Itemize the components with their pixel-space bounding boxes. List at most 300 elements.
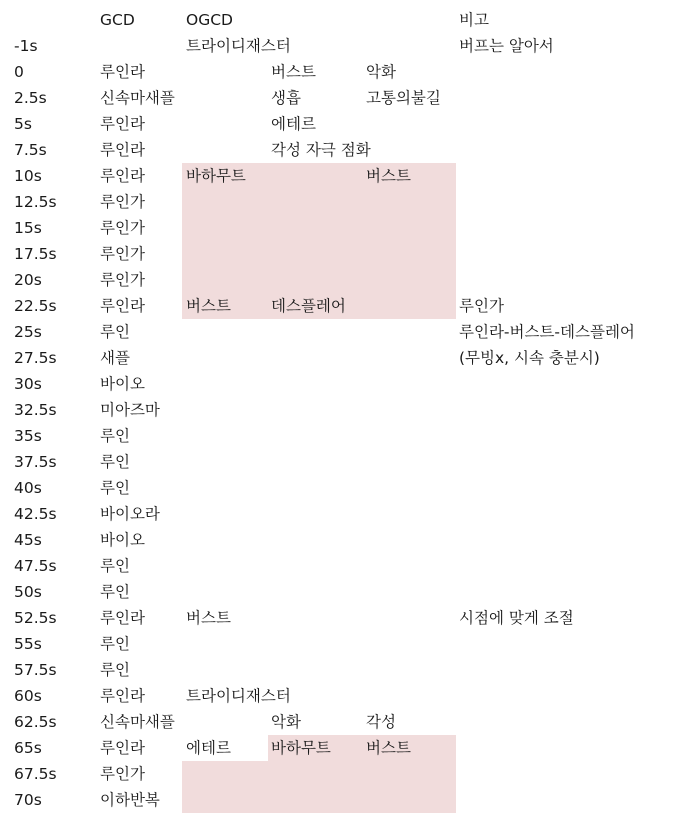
gcd-cell-text: 바이오 — [100, 375, 145, 393]
time-cell — [14, 579, 100, 605]
gcd-cell — [100, 189, 182, 215]
time-cell — [14, 761, 100, 787]
note-cell — [456, 267, 676, 293]
note-cell — [456, 59, 676, 85]
ogcd-cell-1 — [182, 319, 268, 345]
time-cell — [14, 371, 100, 397]
gcd-cell — [100, 85, 182, 111]
gcd-cell — [100, 579, 182, 605]
gcd-cell-text: 루인라 — [100, 297, 145, 315]
ogcd-cell-2-text: 생흡 — [271, 89, 301, 107]
table-row — [0, 319, 676, 345]
note-cell — [456, 553, 676, 579]
ogcd-cell-3 — [362, 189, 456, 215]
ogcd-cell-3 — [362, 657, 456, 683]
time-cell — [14, 85, 100, 111]
ogcd-cell-2 — [268, 345, 362, 371]
gcd-cell — [100, 163, 182, 189]
table-row — [0, 345, 676, 371]
gcd-cell-text: 루인라 — [100, 739, 145, 757]
ogcd-cell-2 — [268, 605, 362, 631]
ogcd-cell-1 — [182, 501, 268, 527]
table-row — [0, 761, 676, 787]
table-row — [0, 215, 676, 241]
time-cell-text: 62.5s — [14, 713, 57, 731]
table-row — [0, 475, 676, 501]
gcd-cell-text: 루인 — [100, 583, 130, 601]
note-cell-text: 버프는 알아서 — [459, 37, 554, 55]
note-cell-text: (무빙x, 시속 충분시) — [459, 349, 600, 367]
ogcd-cell-2 — [268, 241, 362, 267]
ogcd-cell-1 — [182, 527, 268, 553]
time-cell — [14, 657, 100, 683]
ogcd-cell-2 — [268, 709, 362, 735]
gcd-cell-text: 이하반복 — [100, 791, 160, 809]
note-cell-text: 시점에 맞게 조절 — [459, 609, 574, 627]
ogcd-cell-1 — [182, 605, 268, 631]
ogcd-cell-2 — [268, 293, 362, 319]
ogcd-cell-3 — [362, 631, 456, 657]
ogcd-cell-2 — [268, 423, 362, 449]
ogcd-cell-1 — [182, 215, 268, 241]
ogcd-cell-3-text: 버스트 — [366, 739, 411, 757]
gcd-cell — [100, 787, 182, 813]
ogcd-cell-3 — [362, 579, 456, 605]
ogcd-cell-1 — [182, 579, 268, 605]
ogcd-cell-3 — [362, 293, 456, 319]
table-row — [0, 735, 676, 761]
ogcd-cell-2 — [268, 501, 362, 527]
ogcd-cell-2 — [268, 189, 362, 215]
time-cell-text: 65s — [14, 739, 42, 757]
ogcd-cell-1 — [182, 449, 268, 475]
gcd-cell-text: 신속마새플 — [100, 713, 175, 731]
time-cell-text: 27.5s — [14, 349, 57, 367]
note-cell — [456, 501, 676, 527]
note-cell — [456, 163, 676, 189]
gcd-cell — [100, 683, 182, 709]
time-cell — [14, 319, 100, 345]
gcd-cell-text: 루인가 — [100, 193, 145, 211]
ogcd-cell-2-text: 버스트 — [271, 63, 316, 81]
header-time — [14, 7, 100, 33]
time-cell-text: 37.5s — [14, 453, 57, 471]
table-row — [0, 605, 676, 631]
gcd-cell-text: 루인가 — [100, 765, 145, 783]
ogcd-cell-1 — [182, 553, 268, 579]
header-ogcd3 — [362, 7, 456, 33]
ogcd-cell-3 — [362, 761, 456, 787]
time-cell-text: 7.5s — [14, 141, 47, 159]
ogcd-cell-3 — [362, 423, 456, 449]
ogcd-cell-2 — [268, 33, 362, 59]
note-cell — [456, 475, 676, 501]
gcd-cell-text: 루인 — [100, 557, 130, 575]
note-cell — [456, 735, 676, 761]
note-cell-text: 루인라-버스트-데스플레어 — [459, 323, 635, 341]
ogcd-cell-2 — [268, 137, 371, 163]
time-cell-text: 15s — [14, 219, 42, 237]
gcd-cell-text: 새플 — [100, 349, 130, 367]
gcd-cell — [100, 709, 182, 735]
ogcd-cell-3 — [362, 267, 456, 293]
table-row — [0, 85, 676, 111]
ogcd-cell-1 — [182, 163, 268, 189]
note-cell — [456, 605, 676, 631]
gcd-cell — [100, 527, 182, 553]
gcd-cell — [100, 449, 182, 475]
time-cell — [14, 631, 100, 657]
gcd-cell — [100, 293, 182, 319]
note-cell — [456, 111, 676, 137]
time-cell-text: 45s — [14, 531, 42, 549]
table-row — [0, 293, 676, 319]
ogcd-cell-1 — [182, 59, 268, 85]
ogcd-cell-3 — [362, 683, 456, 709]
ogcd-cell-2-text: 바하무트 — [271, 739, 331, 757]
gcd-cell-text: 루인가 — [100, 219, 145, 237]
note-cell — [456, 631, 676, 657]
table-body — [0, 33, 676, 813]
note-cell — [456, 215, 676, 241]
ogcd-cell-2 — [268, 319, 362, 345]
ogcd-cell-3 — [362, 111, 456, 137]
note-cell — [456, 709, 676, 735]
time-cell-text: 30s — [14, 375, 42, 393]
ogcd-cell-3 — [362, 345, 456, 371]
header-note-text: 비고 — [459, 11, 489, 29]
time-cell — [14, 293, 100, 319]
table-row — [0, 111, 676, 137]
gcd-cell — [100, 319, 182, 345]
gcd-cell — [100, 735, 182, 761]
ogcd-cell-1 — [182, 33, 291, 59]
table-row — [0, 579, 676, 605]
time-cell — [14, 345, 100, 371]
ogcd-cell-2 — [268, 59, 362, 85]
gcd-cell-text: 바이오 — [100, 531, 145, 549]
time-cell-text: 50s — [14, 583, 42, 601]
ogcd-cell-1-text: 바하무트 — [186, 167, 246, 185]
time-cell — [14, 449, 100, 475]
ogcd-cell-2 — [268, 267, 362, 293]
time-cell-text: 52.5s — [14, 609, 57, 627]
time-cell — [14, 397, 100, 423]
table-row — [0, 137, 676, 163]
time-cell — [14, 137, 100, 163]
table-row — [0, 683, 676, 709]
gcd-cell — [100, 345, 182, 371]
gcd-cell — [100, 59, 182, 85]
ogcd-cell-1 — [182, 111, 268, 137]
ogcd-cell-2 — [268, 657, 362, 683]
table-row — [0, 163, 676, 189]
gcd-cell-text: 미아즈마 — [100, 401, 160, 419]
table-row — [0, 189, 676, 215]
gcd-cell-text: 루인가 — [100, 271, 145, 289]
ogcd-cell-1-text: 버스트 — [186, 297, 231, 315]
ogcd-cell-1-text: 에테르 — [186, 739, 231, 757]
time-cell-text: 40s — [14, 479, 42, 497]
gcd-cell — [100, 241, 182, 267]
time-cell-text: 5s — [14, 115, 32, 133]
ogcd-cell-3 — [362, 215, 456, 241]
note-cell — [456, 423, 676, 449]
table-row — [0, 423, 676, 449]
ogcd-cell-1 — [182, 241, 268, 267]
header-ogcd-text: OGCD — [186, 11, 233, 29]
ogcd-cell-1 — [182, 423, 268, 449]
ogcd-cell-2 — [268, 761, 362, 787]
gcd-cell — [100, 631, 182, 657]
ogcd-cell-1 — [182, 371, 268, 397]
note-cell — [456, 787, 676, 813]
ogcd-cell-3 — [362, 449, 456, 475]
gcd-cell — [100, 553, 182, 579]
ogcd-cell-3 — [362, 787, 456, 813]
note-cell — [456, 527, 676, 553]
ogcd-cell-3 — [362, 59, 456, 85]
time-cell-text: 70s — [14, 791, 42, 809]
note-cell — [456, 241, 676, 267]
time-cell — [14, 605, 100, 631]
ogcd-cell-1 — [182, 397, 268, 423]
table-row — [0, 553, 676, 579]
ogcd-cell-1 — [182, 787, 268, 813]
table-row — [0, 59, 676, 85]
ogcd-cell-2 — [268, 449, 362, 475]
note-cell — [456, 761, 676, 787]
time-cell-text: 10s — [14, 167, 42, 185]
ogcd-cell-2 — [268, 215, 362, 241]
ogcd-cell-1 — [182, 683, 291, 709]
gcd-cell-text: 바이오라 — [100, 505, 160, 523]
ogcd-cell-3 — [362, 241, 456, 267]
time-cell — [14, 423, 100, 449]
header-note — [456, 7, 676, 33]
time-cell — [14, 501, 100, 527]
gcd-cell-text: 루인라 — [100, 115, 145, 133]
time-cell-text: 25s — [14, 323, 42, 341]
ogcd-cell-3 — [362, 137, 456, 163]
gcd-cell — [100, 501, 182, 527]
ogcd-cell-1-text: 버스트 — [186, 609, 231, 627]
table-row — [0, 631, 676, 657]
ogcd-cell-1 — [182, 137, 268, 163]
ogcd-cell-1 — [182, 267, 268, 293]
ogcd-cell-1 — [182, 189, 268, 215]
gcd-cell-text: 루인라 — [100, 63, 145, 81]
note-cell — [456, 397, 676, 423]
gcd-cell-text: 루인 — [100, 323, 130, 341]
time-cell — [14, 59, 100, 85]
table-row — [0, 527, 676, 553]
ogcd-cell-1 — [182, 631, 268, 657]
time-cell-text: 22.5s — [14, 297, 57, 315]
time-cell-text: 57.5s — [14, 661, 57, 679]
ogcd-cell-1-text: 트라이디재스터 — [186, 687, 291, 705]
table-row — [0, 267, 676, 293]
gcd-cell — [100, 137, 182, 163]
time-cell — [14, 527, 100, 553]
ogcd-cell-2 — [268, 397, 362, 423]
ogcd-cell-2-text: 에테르 — [271, 115, 316, 133]
note-cell — [456, 33, 676, 59]
note-cell — [456, 319, 676, 345]
time-cell — [14, 163, 100, 189]
gcd-cell — [100, 657, 182, 683]
ogcd-cell-2 — [268, 553, 362, 579]
time-cell-text: 55s — [14, 635, 42, 653]
ogcd-cell-2 — [268, 735, 362, 761]
note-cell — [456, 293, 676, 319]
gcd-cell-text: 루인가 — [100, 245, 145, 263]
note-cell — [456, 189, 676, 215]
table-row — [0, 397, 676, 423]
time-cell — [14, 111, 100, 137]
ogcd-cell-2 — [268, 163, 362, 189]
ogcd-cell-3 — [362, 33, 456, 59]
note-cell — [456, 449, 676, 475]
gcd-cell-text: 루인 — [100, 479, 130, 497]
rotation-sheet — [0, 7, 676, 813]
ogcd-cell-3 — [362, 475, 456, 501]
ogcd-cell-3-text: 악화 — [366, 63, 396, 81]
note-cell — [456, 683, 676, 709]
time-cell — [14, 683, 100, 709]
time-cell — [14, 189, 100, 215]
ogcd-cell-1 — [182, 657, 268, 683]
table-row — [0, 33, 676, 59]
ogcd-cell-2 — [268, 579, 362, 605]
time-cell-text: 0 — [14, 63, 24, 81]
time-cell — [14, 267, 100, 293]
table-row — [0, 449, 676, 475]
note-cell — [456, 85, 676, 111]
table-row — [0, 501, 676, 527]
ogcd-cell-3 — [362, 397, 456, 423]
table-row — [0, 709, 676, 735]
time-cell-text: 42.5s — [14, 505, 57, 523]
ogcd-cell-1 — [182, 345, 268, 371]
gcd-cell — [100, 397, 182, 423]
ogcd-cell-1-text: 트라이디재스터 — [186, 37, 291, 55]
time-cell-text: 35s — [14, 427, 42, 445]
gcd-cell — [100, 371, 182, 397]
time-cell — [14, 475, 100, 501]
gcd-cell — [100, 605, 182, 631]
ogcd-cell-1 — [182, 709, 268, 735]
ogcd-cell-1 — [182, 293, 268, 319]
time-cell-text: 2.5s — [14, 89, 47, 107]
table-row — [0, 371, 676, 397]
time-cell — [14, 241, 100, 267]
ogcd-cell-2 — [268, 787, 362, 813]
gcd-cell-text: 루인라 — [100, 609, 145, 627]
ogcd-cell-1 — [182, 735, 268, 761]
gcd-cell — [100, 33, 182, 59]
ogcd-cell-3 — [362, 319, 456, 345]
note-cell-text: 루인가 — [459, 297, 504, 315]
time-cell-text: 67.5s — [14, 765, 57, 783]
time-cell-text: 60s — [14, 687, 42, 705]
table-row — [0, 657, 676, 683]
ogcd-cell-3-text: 버스트 — [366, 167, 411, 185]
ogcd-cell-2 — [268, 475, 362, 501]
time-cell-text: 17.5s — [14, 245, 57, 263]
time-cell — [14, 787, 100, 813]
ogcd-cell-3 — [362, 163, 456, 189]
ogcd-cell-3 — [362, 85, 456, 111]
ogcd-cell-3 — [362, 501, 456, 527]
header-ogcd2 — [268, 7, 362, 33]
ogcd-cell-1 — [182, 85, 268, 111]
gcd-cell — [100, 215, 182, 241]
gcd-cell-text: 루인 — [100, 453, 130, 471]
gcd-cell-text: 루인 — [100, 661, 130, 679]
time-cell-text: 32.5s — [14, 401, 57, 419]
table-row — [0, 787, 676, 813]
gcd-cell — [100, 761, 182, 787]
note-cell — [456, 345, 676, 371]
time-cell — [14, 553, 100, 579]
note-cell — [456, 657, 676, 683]
time-cell-text: 20s — [14, 271, 42, 289]
ogcd-cell-2 — [268, 85, 362, 111]
ogcd-cell-2 — [268, 683, 362, 709]
gcd-cell-text: 루인 — [100, 427, 130, 445]
ogcd-cell-2-text: 데스플레어 — [271, 297, 346, 315]
ogcd-cell-2-text: 악화 — [271, 713, 301, 731]
time-cell — [14, 735, 100, 761]
gcd-cell-text: 루인라 — [100, 167, 145, 185]
gcd-cell — [100, 423, 182, 449]
header-ogcd — [182, 7, 268, 33]
ogcd-cell-2 — [268, 371, 362, 397]
time-cell — [14, 709, 100, 735]
ogcd-cell-2-text: 각성 자극 점화 — [271, 141, 371, 159]
time-cell-text: -1s — [14, 37, 38, 55]
gcd-cell-text: 루인라 — [100, 687, 145, 705]
time-cell — [14, 33, 100, 59]
ogcd-cell-3 — [362, 371, 456, 397]
header-gcd: GCD — [100, 11, 135, 29]
time-cell-text: 47.5s — [14, 557, 57, 575]
gcd-cell-text: 루인 — [100, 635, 130, 653]
header-row — [0, 7, 676, 33]
ogcd-cell-2 — [268, 527, 362, 553]
ogcd-cell-3-text: 고통의불길 — [366, 89, 441, 107]
ogcd-cell-3 — [362, 527, 456, 553]
ogcd-cell-2 — [268, 631, 362, 657]
gcd-cell-text: 루인라 — [100, 141, 145, 159]
note-cell — [456, 371, 676, 397]
gcd-cell — [100, 111, 182, 137]
note-cell — [456, 579, 676, 605]
ogcd-cell-3 — [362, 553, 456, 579]
ogcd-cell-3-text: 각성 — [366, 713, 396, 731]
gcd-cell — [100, 267, 182, 293]
time-cell-text: 12.5s — [14, 193, 57, 211]
gcd-cell — [100, 475, 182, 501]
ogcd-cell-3 — [362, 735, 456, 761]
time-cell — [14, 215, 100, 241]
note-cell — [456, 137, 676, 163]
ogcd-cell-1 — [182, 761, 268, 787]
ogcd-cell-2 — [268, 111, 362, 137]
table-row — [0, 241, 676, 267]
ogcd-cell-3 — [362, 709, 456, 735]
